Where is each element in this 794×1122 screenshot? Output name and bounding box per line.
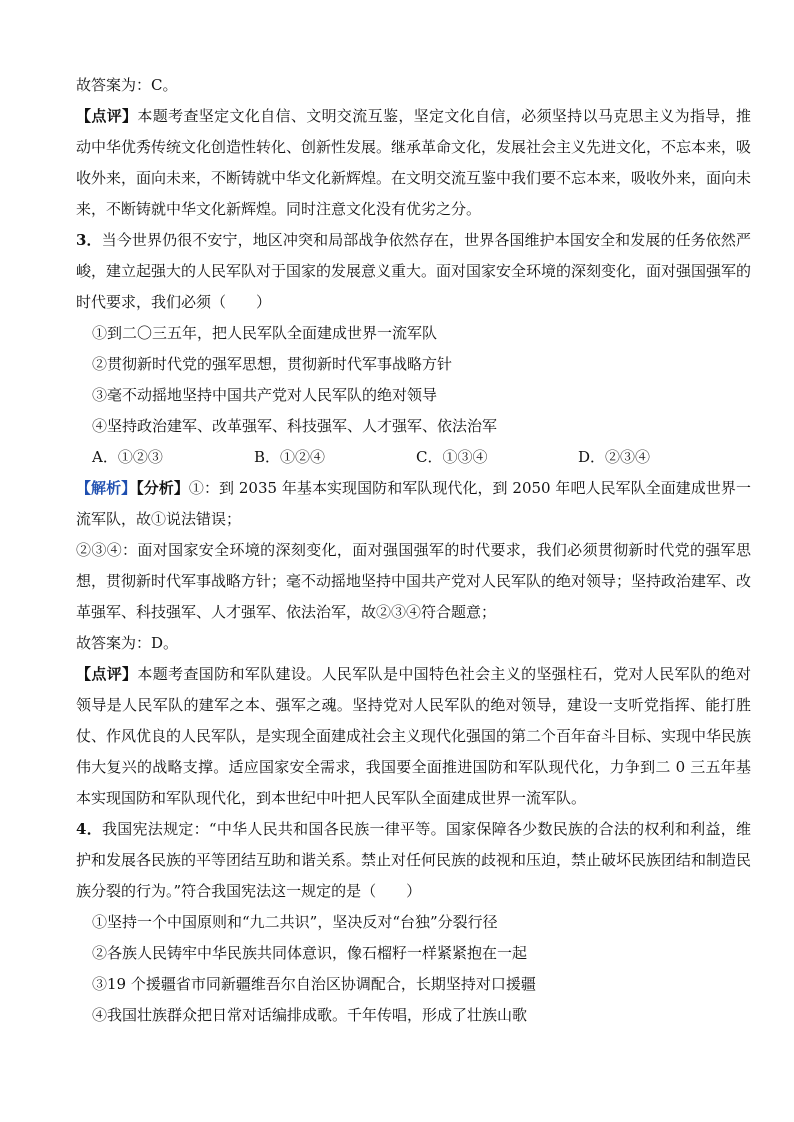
q3-analysis-1: [76, 473, 751, 535]
q3-choice-d: D．②③④: [578, 448, 651, 466]
q3-option-3: ③毫不动摇地坚持中国共产党对人民军队的绝对领导: [92, 386, 438, 404]
q3-choices: [76, 442, 751, 473]
q4-option-1: ①坚持一个中国原则和“九二共识”，坚决反对“台独”分裂行径: [92, 913, 498, 931]
q3-analysis-sub: 【分析】: [136, 479, 189, 497]
q2-comment-tag: 【点评】: [76, 107, 138, 125]
document-content: [76, 70, 751, 1031]
q4-stem: [76, 814, 751, 907]
q3-comment-tag: 【点评】: [76, 665, 138, 683]
q4-option-2: ②各族人民铸牢中华民族共同体意识，像石榴籽一样紧紧抱在一起: [92, 944, 528, 962]
q3-answer-line: 故答案为：D。: [76, 634, 179, 652]
q2-comment-text: 本题考查坚定文化自信、文明交流互鉴，坚定文化自信，必须坚持以马克思主义为指导，推动中华优秀传统文化创造性转化、创新性发展。继承革命文化，发展社会主义先进文化，不忘本来，吸收外来，面向未来，不断铸就中华文化新辉煌。在文明交流互鉴中我们要不忘本来，吸收外来，面向未来，不断铸就中华文化新辉煌。同时注意文化没有优劣之分。: [76, 107, 752, 218]
q3-stem: [76, 225, 751, 318]
q3-choice-b: B．①②④: [254, 448, 326, 466]
q3-choice-c: C．①③④: [416, 448, 488, 466]
q3-analysis-tag: 【解析】: [76, 479, 137, 497]
q3-option-2: ②贯彻新时代党的强军思想，贯彻新时代军事战略方针: [92, 355, 453, 373]
q3-analysis-p1: ①：到 2035 年基本实现国防和军队现代化，到 2050 年吧人民军队全面建成世界一流军队，故①说法错误；: [76, 479, 751, 528]
q3-choice-a: A．①②③: [92, 448, 163, 466]
q4-number: 4．: [76, 820, 102, 838]
q3-stem-text: 当今世界仍很不安宁，地区冲突和局部战争依然存在，世界各国维护本国安全和发展的任务依然严峻，建立起强大的人民军队对于国家的发展意义重大。面对国家安全环境的深刻变化，面对强国强军的时代要求，我们必须（ ）: [76, 231, 752, 311]
q3-option-4: ④坚持政治建军、改革强军、科技强军、人才强军、依法治军: [92, 417, 498, 435]
q3-comment-text: 本题考查国防和军队建设。人民军队是中国特色社会主义的坚强柱石，党对人民军队的绝对领导是人民军队的建军之本、强军之魂。坚持党对人民军队的绝对领导，建设一支听党指挥、能打胜仗、作风优良的人民军队，是实现全面建成社会主义现代化强国的第二个百年奋斗目标、实现中华民族伟大复兴的战略支撑。适应国家安全需求，我国要全面推进国防和军队现代化，力争到二 0 三五年基本实现国防和军队现代化，到本世纪中叶把人民军队全面建成世界一流军队。: [76, 665, 752, 807]
q3-comment: [76, 659, 751, 814]
q3-number: 3．: [76, 231, 102, 249]
q4-option-4: ④我国壮族群众把日常对话编排成歌。千年传唱，形成了壮族山歌: [92, 1006, 528, 1024]
q4-stem-text: 我国宪法规定：“中华人民共和国各民族一律平等。国家保障各少数民族的合法的权利和利益，维护和发展各民族的平等团结互助和谐关系。禁止对任何民族的歧视和压迫，禁止破坏民族团结和制造民族分裂的行为。”符合我国宪法这一规定的是（ ）: [76, 820, 752, 900]
q2-comment: [76, 101, 751, 225]
q3-option-1: ①到二〇三五年，把人民军队全面建成世界一流军队: [92, 324, 438, 342]
q2-answer-line: 故答案为：C。: [76, 76, 178, 94]
q4-option-3: ③19 个援疆省市同新疆维吾尔自治区协调配合，长期坚持对口援疆: [92, 975, 536, 993]
q3-analysis-2: ②③④：面对国家安全环境的深刻变化，面对强国强军的时代要求，我们必须贯彻新时代党的强军思想，贯彻新时代军事战略方针；毫不动摇地坚持中国共产党对人民军队的绝对领导；坚持政治建军、改革强军、科技强军、人才强军、依法治军，故②③④符合题意；: [76, 541, 752, 621]
